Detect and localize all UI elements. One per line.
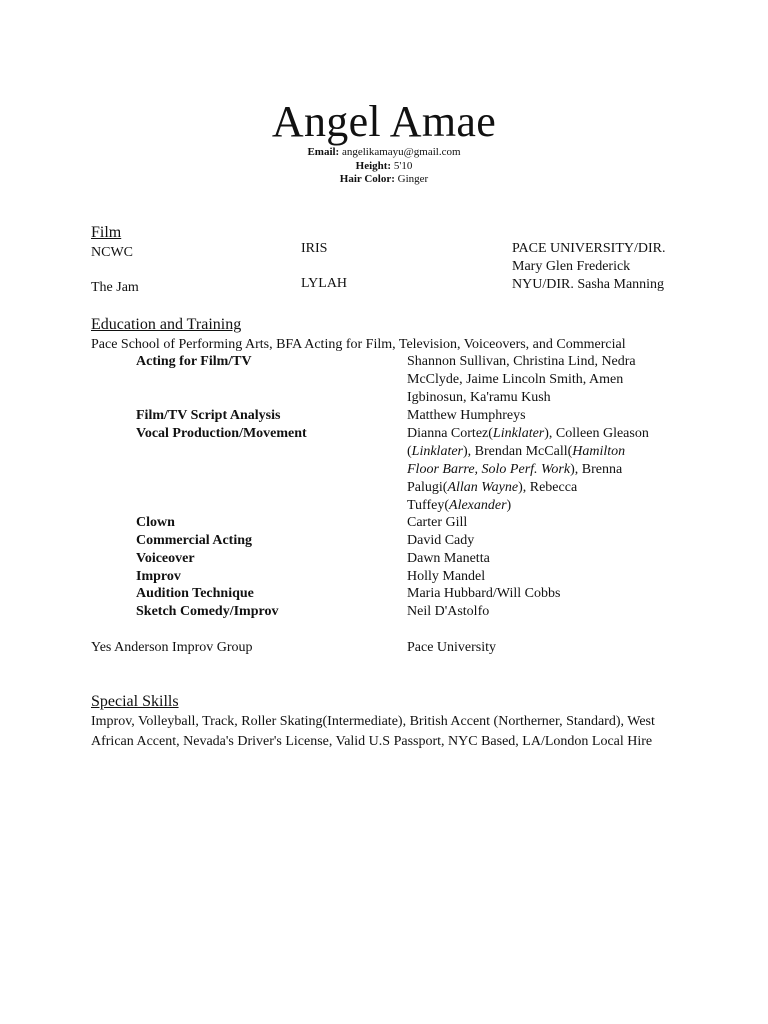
film-company: PACE UNIVERSITY/DIR. [512, 241, 666, 256]
course-instructors: Dawn Manetta [407, 551, 490, 566]
hair-line [0, 173, 768, 187]
film-company: NYU/DIR. Sasha Manning [512, 277, 665, 292]
course-label: Voiceover [136, 551, 195, 566]
height-value: 5'10 [393, 159, 413, 172]
film-company-director: Mary Glen Frederick [512, 259, 631, 274]
course-instructors: Matthew Humphreys [407, 408, 526, 423]
course-label: Film/TV Script Analysis [136, 408, 281, 423]
skills-text: Improv, Volleyball, Track, Roller Skating(Intermediate), British Accent (Northerner, Standard), West African Accent, Nevada's Driver's License, Valid U.S Passport, NYC Based, LA/London Local Hire [91, 714, 655, 749]
improv-group-place: Pace University [407, 640, 497, 655]
email-label: Email: [307, 146, 340, 158]
film-role: IRIS [301, 241, 328, 256]
vocal-instructors: Dianna Cortez(Linklater), Colleen Gleason (Linklater), Brendan McCall(Hamilton Floor Barre, Solo Perf. Work), Brenna Palugi(Allan Wayne), Rebecca Tuffey(Alexander) [407, 426, 649, 513]
course-label: Audition Technique [136, 586, 254, 601]
course-instructors: Holly Mandel [407, 569, 486, 584]
course-label: Sketch Comedy/Improv [136, 604, 279, 619]
section-film-title: Film [91, 224, 122, 241]
course-instructors: Maria Hubbard/Will Cobbs [407, 586, 561, 601]
email-line [0, 146, 768, 160]
contact-block [0, 146, 768, 187]
height-label: Height: [355, 159, 392, 172]
film-role: LYLAH [301, 276, 348, 291]
email-value: angelikamayu@gmail.com [341, 146, 461, 158]
actor-name: Angel Amae [271, 97, 497, 146]
course-instructors: Neil D'Astolfo [407, 604, 490, 619]
hair-value: Ginger [397, 173, 429, 185]
course-instructors: David Cady [407, 533, 475, 548]
course-instructors: Carter Gill [407, 515, 468, 530]
course-label: Clown [136, 515, 175, 530]
height-line [0, 160, 768, 174]
course-label: Vocal Production/Movement [136, 426, 307, 441]
course-instructors: Shannon Sullivan, Christina Lind, Nedra McClyde, Jaime Lincoln Smith, Amen Igbinosun, Ka'ramu Kush [407, 354, 636, 405]
school-line: Pace School of Performing Arts, BFA Acting for Film, Television, Voiceovers, and Commercial [91, 337, 626, 352]
course-label: Acting for Film/TV [136, 354, 252, 369]
film-project: The Jam [91, 280, 139, 295]
improv-group: Yes Anderson Improv Group [91, 640, 253, 655]
hair-label: Hair Color: [339, 173, 395, 185]
film-project: NCWC [91, 245, 133, 260]
section-education-title: Education and Training [91, 316, 242, 333]
course-label: Improv [136, 569, 181, 584]
section-skills-title: Special Skills [91, 693, 179, 710]
course-label: Commercial Acting [136, 533, 252, 548]
